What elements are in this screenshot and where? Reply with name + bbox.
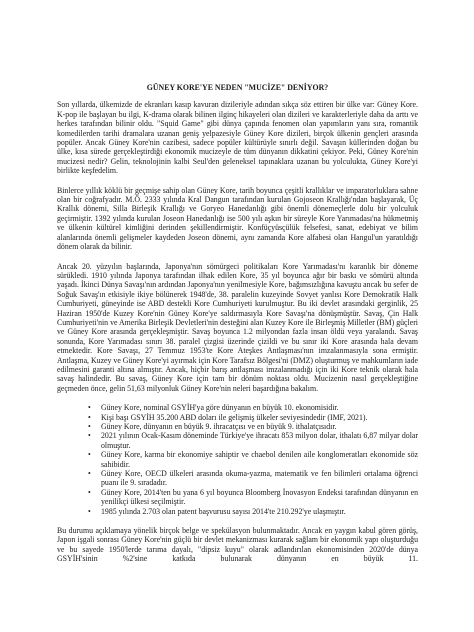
paragraph-intro: Son yıllarda, ülkemizde de ekranları kasıp kavuran dizileriyle adından sıkça söz ettiren bir ülke var: Güney Kore. K-pop ile başlayan bu ilgi, K-drama olarak bilinen ilginç hikayeleri olan dizileri ve karakterleriyle daha da arttı ve herkes tarafından bilinir oldu. "Squid Game" gibi dünya çapında fenomen olan yapımların yanı sıra, romantik komedilerden tarihi dramalara uzanan geniş yelpazesiyle Güney Kore dizileri, birçok ülkenin gençleri arasında popüler. Ancak Güney Kore'nin cazibesi, sadece popüler kültürüyle sınırlı değil. Savaşın küllerinden doğan bu ülke, kısa sürede gerçekleştirdiği ekonomik mucizeyle de tüm dünyanın dikkatini çekiyor. Peki, Güney Kore'nin mucizesi nedir? Gelin, teknolojinin kalbi Seul'den geleneksel tapınaklara uzanan bu yolculukta, Güney Kore'yi birlikte keşfedelim.	[57, 100, 418, 176]
list-item	[101, 488, 418, 507]
list-item-text: 2021 yılının Ocak-Kasım döneminde Türkiye'ye ihracatı 853 milyon dolar, ithalatı 6,87 milyar dolar olmuştur.	[101, 431, 418, 450]
document-title: GÜNEY KORE'YE NEDEN "MUCİZE" DENİYOR?	[146, 83, 329, 92]
list-item	[101, 403, 418, 412]
bullet-icon	[88, 403, 91, 412]
list-item	[101, 413, 418, 422]
bullet-icon	[88, 450, 91, 459]
paragraph-history: Binlerce yıllık köklü bir geçmişe sahip olan Güney Kore, tarih boyunca çeşitli krallıklar ve imparatorluklara sahne olan bir coğrafyadır. M.Ö. 2333 yılında Kral Dangun tarafından kurulan Gojoseon Krallığı'ndan başlayarak, Üç Krallık dönemi, Silla Birleşik Krallığı ve Goryeo Hanedanlığı gibi önemli dönemeçlerle dolu bir yolculuk geçirmiştir. 1392 yılında kurulan Joseon Hanedanlığı ise 500 yılı aşkın bir süreyle Kore Yarımadası'na hükmetmiş ve ülkenin kültürel kimliğini derinden şekillendirmiştir. Konfüçyüsçülük felsefesi, sanat, edebiyat ve bilim alanlarında önemli gelişmeler kaydeden Joseon dönemi, aynı zamanda Kore alfabesi olan Hangul'un yaratıldığı dönem olarak da bilinir.	[57, 185, 418, 252]
paragraph-modern-history: Ancak 20. yüzyılın başlarında, Japonya'nın sömürgeci politikaları Kore Yarımadası'nı karanlık bir döneme sürükledi. 1910 yılında Japonya tarafından ilhak edilen Kore, 35 yıl boyunca ağır bir baskı ve sömürü altında yaşadı. İkinci Dünya Savaşı'nın ardından Japonya'nın yenilmesiyle Kore, bağımsızlığına kavuştu ancak bu sefer de Soğuk Savaş'ın etkisiyle ikiye bölünerek 1948'de, 38. paralelin kuzeyinde Sovyet yanlısı Kore Demokratik Halk Cumhuriyeti, güneyinde ise ABD destekli Kore Cumhuriyeti kurulmuştur. Bu iki devlet arasındaki gerginlik, 25 Haziran 1950'de Kuzey Kore'nin Güney Kore'ye saldırmasıyla Kore Savaşı'na dönüşmüştür. Savaş, Çin Halk Cumhuriyeti'nin ve Amerika Birleşik Devletleri'nin desteğini alan Kuzey Kore ile Birleşmiş Milletler (BM) güçleri ve Güney Kore arasında gerçekleşmiştir. Savaş boyunca 1.2 milyondan fazla insan öldü veya yaralandı. Savaş sonunda, Kore Yarımadası sınırı 38. paralel çizgisi üzerinde çizildi ve bu sınır iki Kore arasında hala devam etmektedir. Kore Savaşı, 27 Temmuz 1953'te Kore Ateşkes Antlaşması'nın imzalanmasıyla sona ermiştir. Antlaşma, Kuzey ve Güney Kore'yi ayırmak için Kore Tarafsız Bölgesi'ni (DMZ) oluşturmuş ve mahkumların iade edilmesini garanti altına almıştır. Ancak, hiçbir barış antlaşması imzalanmadığı için iki Kore teknik olarak hala savaş halindedir. Bu savaş, Güney Kore için tam bir dönüm noktası oldu. Mucizenin nasıl gerçekleştiğine geçmeden önce, gelin 51,63 milyonluk Güney Kore'nin neleri başardığına bakalım.	[57, 261, 418, 393]
list-item-text: Güney Kore, karma bir ekonomiye sahiptir ve chaebol denilen aile konglomeratları ekonomide söz sahibidir.	[101, 450, 418, 469]
bullet-icon	[88, 413, 91, 422]
list-item	[101, 422, 418, 431]
bullet-icon	[88, 488, 91, 497]
list-item-text: 1985 yılında 2.703 olan patent başvurusu sayısı 2014'te 210.292'ye ulaşmıştır.	[101, 506, 346, 516]
list-item-text: Kişi başı GSYİH 35.200 ABD doları ile gelişmiş ülkeler seviyesindedir (IMF, 2021).	[101, 412, 368, 422]
list-item-text: Güney Kore, dünyanın en büyük 9. ihracatçısı ve en büyük 9. ithalatçısıdır.	[101, 422, 337, 431]
list-item	[101, 507, 418, 516]
list-item	[101, 469, 418, 488]
paragraph-closing: Bu durumu açıklamaya yönelik birçok belge ve spekülasyon bulunmaktadır. Ancak en yaygın kabul gören görüş, Japon işgali sonrası Güney Kore'nin güçlü bir devlet mekanizması kurarak sağlam bir ekonomik yapı oluşturduğu ve bu sayede 1950'lerde tarıma dayalı, "dipsiz kuyu" olarak adlandırılan ekonomisinden 2020'de dünya GSYİH'sinin %2'sine katkıda bulunarak dünyanın en büyük 11.	[57, 526, 418, 564]
bullet-icon	[88, 431, 91, 440]
list-item-text: Güney Kore, OECD ülkeleri arasında okuma-yazma, matematik ve fen bilimleri ortalama öğrenci puanı ile 9. sıradadır.	[101, 469, 418, 488]
bullet-icon	[88, 507, 91, 516]
bullet-icon	[88, 469, 91, 478]
bullet-icon	[88, 422, 91, 431]
list-item-text: Güney Kore, 2014'ten bu yana 6 yıl boyunca Bloomberg İnovasyon Endeksi tarafından dünyanın en yenilikçi ülkesi seçilmiştir.	[101, 487, 418, 507]
list-item	[101, 431, 418, 450]
list-item-text: Güney Kore, nominal GSYİH'ya göre dünyanın en büyük 10. ekonomisidir.	[101, 403, 339, 413]
facts-bullet-list	[57, 403, 418, 516]
document-page	[57, 83, 418, 564]
list-item	[101, 450, 418, 469]
